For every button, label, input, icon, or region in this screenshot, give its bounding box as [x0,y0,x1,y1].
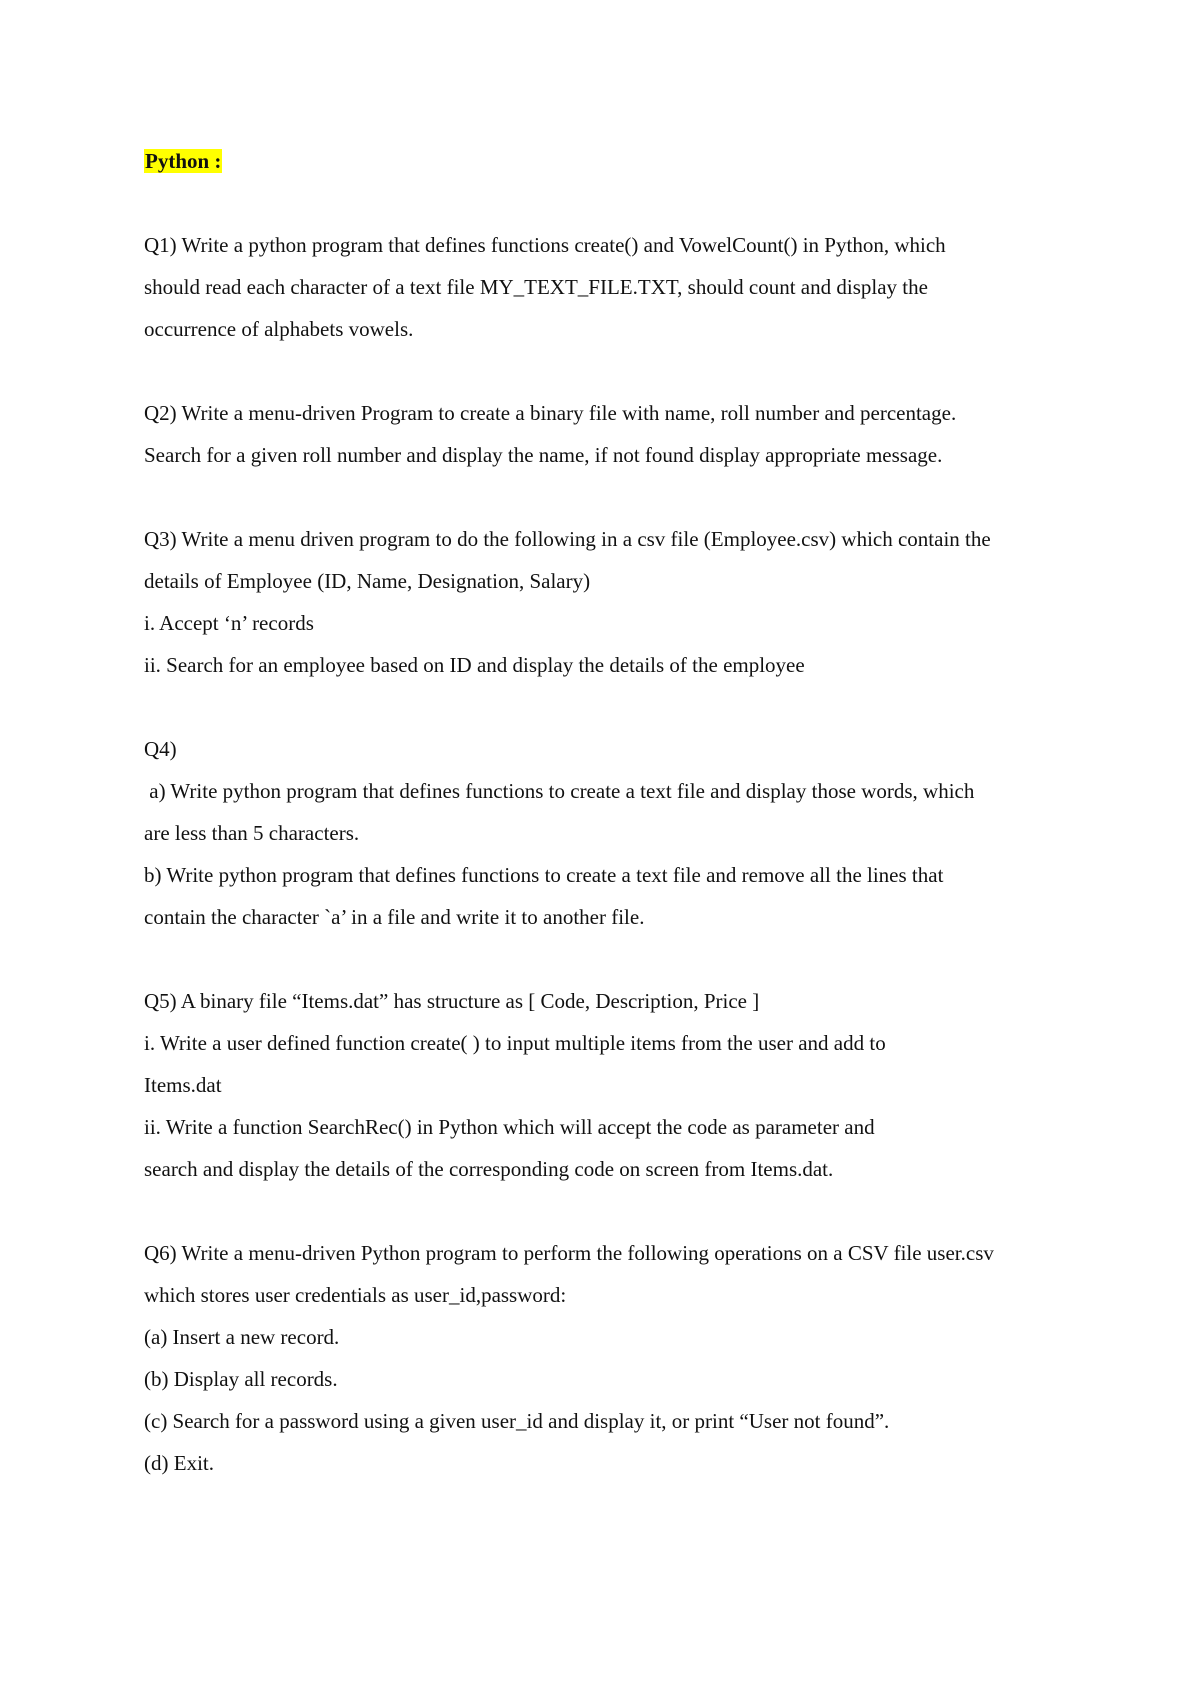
question-line: search and display the details of the corresponding code on screen from Items.dat. [144,1157,834,1181]
question-line: contain the character `a’ in a file and write it to another file. [144,905,645,929]
question-q5 [144,980,1144,1190]
question-line: which stores user credentials as user_id,password: [144,1283,567,1307]
question-line: Q2) Write a menu-driven Program to create a binary file with name, roll number and percentage. [144,401,957,425]
question-q1 [144,224,1144,350]
question-line: (c) Search for a password using a given user_id and display it, or print “User not found”. [144,1409,890,1433]
question-line: Items.dat [144,1073,222,1097]
question-line: b) Write python program that defines functions to create a text file and remove all the lines that [144,863,944,887]
question-line: are less than 5 characters. [144,821,360,845]
question-line: Q3) Write a menu driven program to do the following in a csv file (Employee.csv) which contain the [144,527,991,551]
question-line: (a) Insert a new record. [144,1325,340,1349]
highlighted-heading-text: Python : [145,149,222,173]
question-q2 [144,392,1144,476]
question-line: Search for a given roll number and display the name, if not found display appropriate message. [144,443,943,467]
question-line: a) Write python program that defines functions to create a text file and display those words, which [144,779,975,803]
question-line: occurrence of alphabets vowels. [144,317,414,341]
document-content [144,140,1144,1484]
question-line: ii. Write a function SearchRec() in Python which will accept the code as parameter and [144,1115,875,1139]
question-line: i. Accept ‘n’ records [144,611,314,635]
question-q3 [144,518,1144,686]
question-line: details of Employee (ID, Name, Designation, Salary) [144,569,591,593]
question-line: (b) Display all records. [144,1367,338,1391]
question-line: (d) Exit. [144,1451,214,1475]
question-line: Q4) [144,737,177,761]
document-heading [144,140,1144,182]
question-line: ii. Search for an employee based on ID and display the details of the employee [144,653,805,677]
question-line: Q6) Write a menu-driven Python program to perform the following operations on a CSV file user.csv [144,1241,994,1265]
question-q6 [144,1232,1144,1484]
question-line: should read each character of a text file MY_TEXT_FILE.TXT, should count and display the [144,275,928,299]
question-q4 [144,728,1144,938]
question-line: Q5) A binary file “Items.dat” has structure as [ Code, Description, Price ] [144,989,760,1013]
question-line: Q1) Write a python program that defines functions create() and VowelCount() in Python, which [144,233,946,257]
question-line: i. Write a user defined function create( ) to input multiple items from the user and add to [144,1031,886,1055]
